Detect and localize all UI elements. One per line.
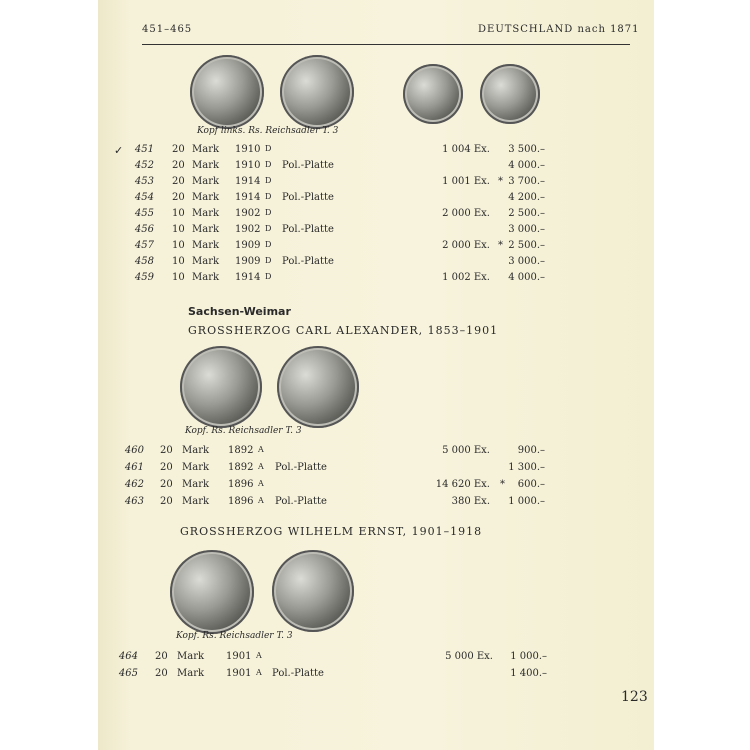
price: 3 700.– — [508, 176, 545, 187]
denomination: 20 — [172, 160, 185, 171]
mint-mark: D — [265, 240, 273, 249]
denomination: 20 — [172, 192, 185, 203]
mint-mark: A — [258, 462, 265, 471]
mint-mark: A — [258, 479, 265, 488]
denomination: 20 — [172, 144, 185, 155]
year: 1909 — [235, 240, 261, 251]
mintage: 14 620 Ex. — [435, 479, 490, 490]
mint-mark: D — [265, 272, 273, 281]
catalog-row — [0, 224, 750, 239]
year: 1896 — [228, 479, 254, 490]
catalog-row — [0, 176, 750, 191]
price: 4 200.– — [508, 192, 545, 203]
catalog-number: 454 — [134, 192, 154, 203]
catalog-row — [0, 240, 750, 255]
coin-caption: Kopf links. Rs. Reichsadler T. 3 — [197, 126, 339, 136]
currency-unit: Mark — [192, 208, 220, 219]
mint-mark: A — [256, 651, 263, 660]
year: 1914 — [235, 176, 261, 187]
currency-unit: Mark — [182, 462, 210, 473]
finish-note: Pol.-Platte — [282, 224, 334, 235]
page-number: 123 — [621, 689, 648, 705]
currency-unit: Mark — [192, 160, 220, 171]
currency-unit: Mark — [192, 240, 220, 251]
catalog-number: 465 — [118, 668, 138, 679]
finish-note: Pol.-Platte — [282, 192, 334, 203]
mintage: 2 000 Ex. — [442, 208, 490, 219]
catalog-row — [0, 144, 750, 159]
coin-reverse-image — [280, 55, 354, 129]
denomination: 10 — [172, 272, 185, 283]
catalog-row — [0, 651, 750, 666]
catalog-number: 453 — [134, 176, 154, 187]
mint-mark: D — [265, 192, 273, 201]
coin-reverse-image — [272, 550, 354, 632]
mint-mark: D — [265, 256, 273, 265]
rarity-star: * — [498, 176, 503, 187]
finish-note: Pol.-Platte — [282, 160, 334, 171]
rarity-star: * — [498, 240, 503, 251]
mint-mark: D — [265, 160, 273, 169]
price: 4 000.– — [508, 272, 545, 283]
year: 1892 — [228, 462, 254, 473]
denomination: 20 — [155, 668, 168, 679]
denomination: 20 — [160, 445, 173, 456]
catalog-number: 452 — [134, 160, 154, 171]
mint-mark: D — [265, 144, 273, 153]
coin-reverse-image — [277, 346, 359, 428]
mint-mark: D — [265, 208, 273, 217]
price: 3 500.– — [508, 144, 545, 155]
finish-note: Pol.-Platte — [272, 668, 324, 679]
mint-mark: A — [258, 445, 265, 454]
catalog-row — [0, 208, 750, 223]
catalog-number: 451 — [134, 144, 154, 155]
price: 2 500.– — [508, 240, 545, 251]
denomination: 10 — [172, 208, 185, 219]
price: 1 000.– — [508, 496, 545, 507]
coin-caption: Kopf. Rs. Reichsadler T. 3 — [185, 426, 302, 436]
catalog-number: 455 — [134, 208, 154, 219]
price: 1 400.– — [510, 668, 547, 679]
catalog-number: 460 — [124, 445, 144, 456]
mintage: 380 Ex. — [451, 496, 490, 507]
price: 3 000.– — [508, 224, 545, 235]
header-rule — [142, 44, 630, 45]
mint-mark: A — [256, 668, 263, 677]
mintage: 5 000 Ex. — [445, 651, 493, 662]
year: 1909 — [235, 256, 261, 267]
mintage: 1 002 Ex. — [442, 272, 490, 283]
denomination: 20 — [160, 496, 173, 507]
ruler-heading: GROSSHERZOG CARL ALEXANDER, 1853–1901 — [188, 324, 499, 337]
catalog-number: 458 — [134, 256, 154, 267]
denomination: 20 — [155, 651, 168, 662]
price: 4 000.– — [508, 160, 545, 171]
ruler-heading: GROSSHERZOG WILHELM ERNST, 1901–1918 — [180, 525, 483, 538]
catalog-row — [0, 496, 750, 511]
currency-unit: Mark — [177, 668, 205, 679]
finish-note: Pol.-Platte — [275, 462, 327, 473]
price: 2 500.– — [508, 208, 545, 219]
coin-obverse-image — [403, 64, 463, 124]
state-heading: Sachsen-Weimar — [188, 305, 291, 318]
mintage: 2 000 Ex. — [442, 240, 490, 251]
currency-unit: Mark — [182, 445, 210, 456]
year: 1901 — [226, 651, 252, 662]
currency-unit: Mark — [192, 192, 220, 203]
year: 1910 — [235, 144, 261, 155]
year: 1914 — [235, 192, 261, 203]
running-title: DEUTSCHLAND nach 1871 — [478, 24, 640, 35]
mint-mark: A — [258, 496, 265, 505]
catalog-row — [0, 445, 750, 460]
catalog-row — [0, 668, 750, 683]
denomination: 10 — [172, 240, 185, 251]
year: 1902 — [235, 208, 261, 219]
catalog-number: 462 — [124, 479, 144, 490]
mint-mark: D — [265, 224, 273, 233]
price: 600.– — [517, 479, 545, 490]
catalog-row — [0, 256, 750, 271]
year: 1896 — [228, 496, 254, 507]
catalog-row — [0, 160, 750, 175]
price: 1 300.– — [508, 462, 545, 473]
year: 1901 — [226, 668, 252, 679]
year: 1910 — [235, 160, 261, 171]
mintage: 1 004 Ex. — [442, 144, 490, 155]
catalog-number: 459 — [134, 272, 154, 283]
coin-obverse-image — [190, 55, 264, 129]
catalog-row — [0, 479, 750, 494]
catalog-row — [0, 272, 750, 287]
catalog-number: 463 — [124, 496, 144, 507]
currency-unit: Mark — [192, 144, 220, 155]
mintage: 5 000 Ex. — [442, 445, 490, 456]
currency-unit: Mark — [192, 256, 220, 267]
rarity-star: * — [500, 479, 505, 490]
price: 900.– — [517, 445, 545, 456]
denomination: 20 — [160, 479, 173, 490]
mintage: 1 001 Ex. — [442, 176, 490, 187]
denomination: 20 — [172, 176, 185, 187]
year: 1914 — [235, 272, 261, 283]
coin-caption: Kopf. Rs. Reichsadler T. 3 — [176, 631, 293, 641]
price: 1 000.– — [510, 651, 547, 662]
catalog-number: 457 — [134, 240, 154, 251]
finish-note: Pol.-Platte — [282, 256, 334, 267]
finish-note: Pol.-Platte — [275, 496, 327, 507]
coin-obverse-image — [180, 346, 262, 428]
price: 3 000.– — [508, 256, 545, 267]
catalog-number: 461 — [124, 462, 144, 473]
denomination: 20 — [160, 462, 173, 473]
denomination: 10 — [172, 256, 185, 267]
currency-unit: Mark — [192, 224, 220, 235]
page-range-header: 451–465 — [142, 24, 193, 35]
check-mark: ✓ — [114, 144, 124, 157]
catalog-number: 456 — [134, 224, 154, 235]
coin-obverse-image — [170, 550, 254, 634]
catalog-row — [0, 462, 750, 477]
currency-unit: Mark — [192, 272, 220, 283]
year: 1892 — [228, 445, 254, 456]
catalog-row — [0, 192, 750, 207]
denomination: 10 — [172, 224, 185, 235]
mint-mark: D — [265, 176, 273, 185]
year: 1902 — [235, 224, 261, 235]
catalog-number: 464 — [118, 651, 138, 662]
coin-reverse-image — [480, 64, 540, 124]
currency-unit: Mark — [182, 479, 210, 490]
currency-unit: Mark — [192, 176, 220, 187]
currency-unit: Mark — [177, 651, 205, 662]
currency-unit: Mark — [182, 496, 210, 507]
